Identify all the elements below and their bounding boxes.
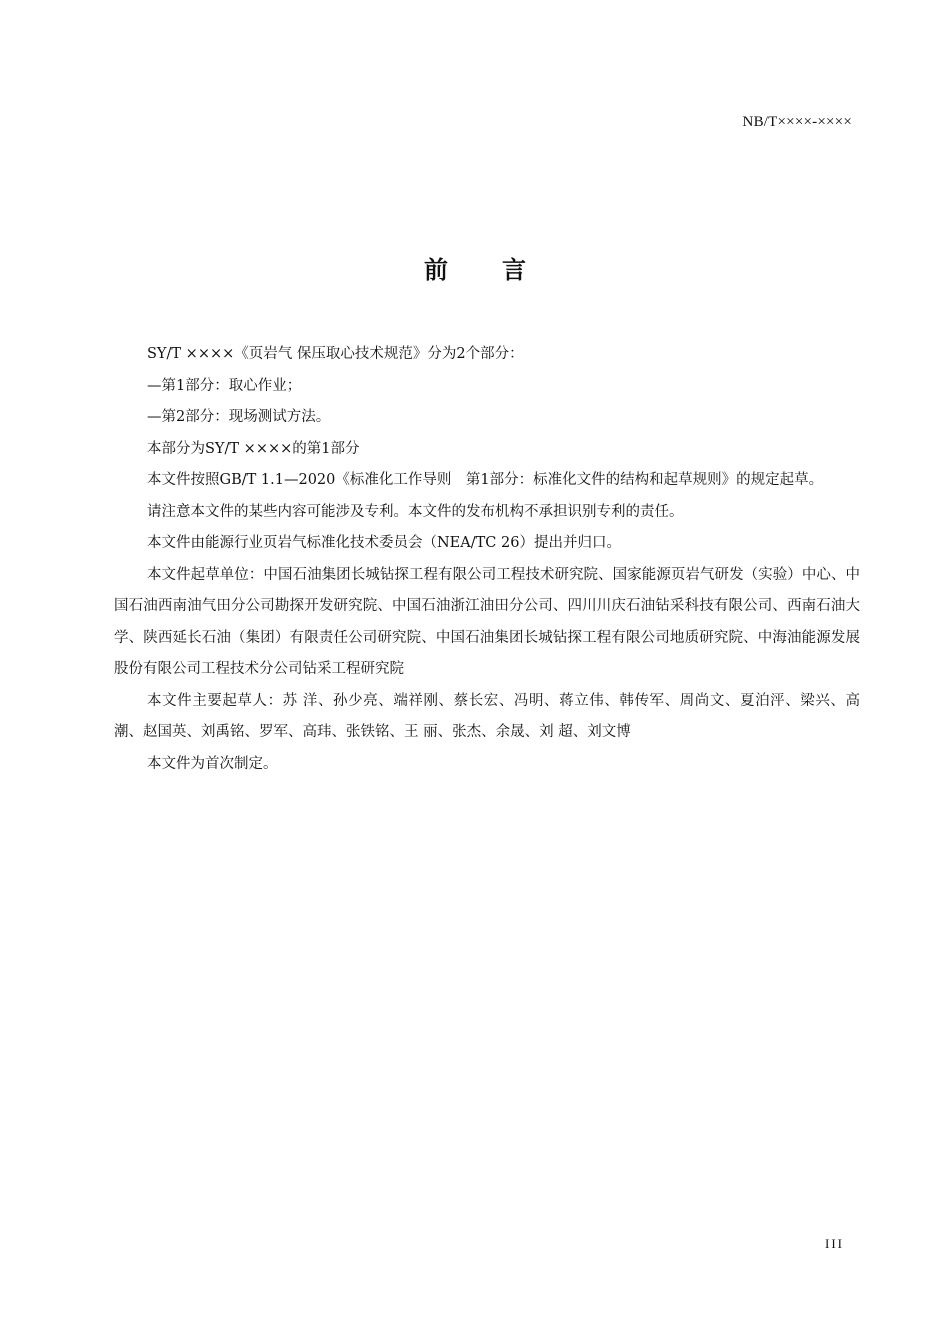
paragraph-parts-intro: SY/T ××××《页岩气 保压取心技术规范》分为2个部分：	[147, 346, 524, 362]
title-char-2: 言	[502, 256, 526, 284]
title-char-1: 前	[424, 256, 448, 284]
paragraph-this-part: 本部分为SY/T ××××的第1部分	[147, 440, 360, 457]
paragraph-patent-notice: 请注意本文件的某些内容可能涉及专利。本文件的发布机构不承担识别专利的责任。	[147, 503, 684, 520]
foreword-body	[114, 339, 860, 780]
paragraph-proposer: 本文件由能源行业页岩气标准化技术委员会（NEA/TC 26）提出并归口。	[147, 535, 621, 551]
paragraph-drafters: 本文件主要起草人：苏 洋、孙少亮、端祥刚、蔡长宏、冯明、蒋立伟、韩传军、周尚文、夏泊泙、梁兴、高潮、赵国英、刘禹铭、罗军、高玮、张铁铭、王 丽、张杰、余晟、刘 超、刘文博	[114, 692, 860, 740]
paragraph-part-2: —第2部分：现场测试方法。	[147, 409, 331, 425]
page-number: III	[825, 1236, 844, 1251]
document-code: NB/T××××-××××	[742, 114, 852, 130]
paragraph-drafting-units: 本文件起草单位：中国石油集团长城钻探工程有限公司工程技术研究院、国家能源页岩气研发（实验）中心、中国石油西南油气田分公司勘探开发研究院、中国石油浙江油田分公司、四川川庆石油钻采科技有限公司、西南石油大学、陕西延长石油（集团）有限责任公司研究院、中国石油集团长城钻探工程有限公司地质研究院、中海油能源发展股份有限公司工程技术分公司钻采工程研究院	[114, 566, 860, 677]
paragraph-first-edition: 本文件为首次制定。	[147, 755, 278, 772]
page-title	[0, 250, 950, 285]
paragraph-drafting-rules: 本文件按照GB/T 1.1—2020《标准化工作导则 第1部分：标准化文件的结构和起草规则》的规定起草。	[147, 472, 824, 488]
paragraph-part-1: —第1部分：取心作业；	[147, 377, 302, 394]
